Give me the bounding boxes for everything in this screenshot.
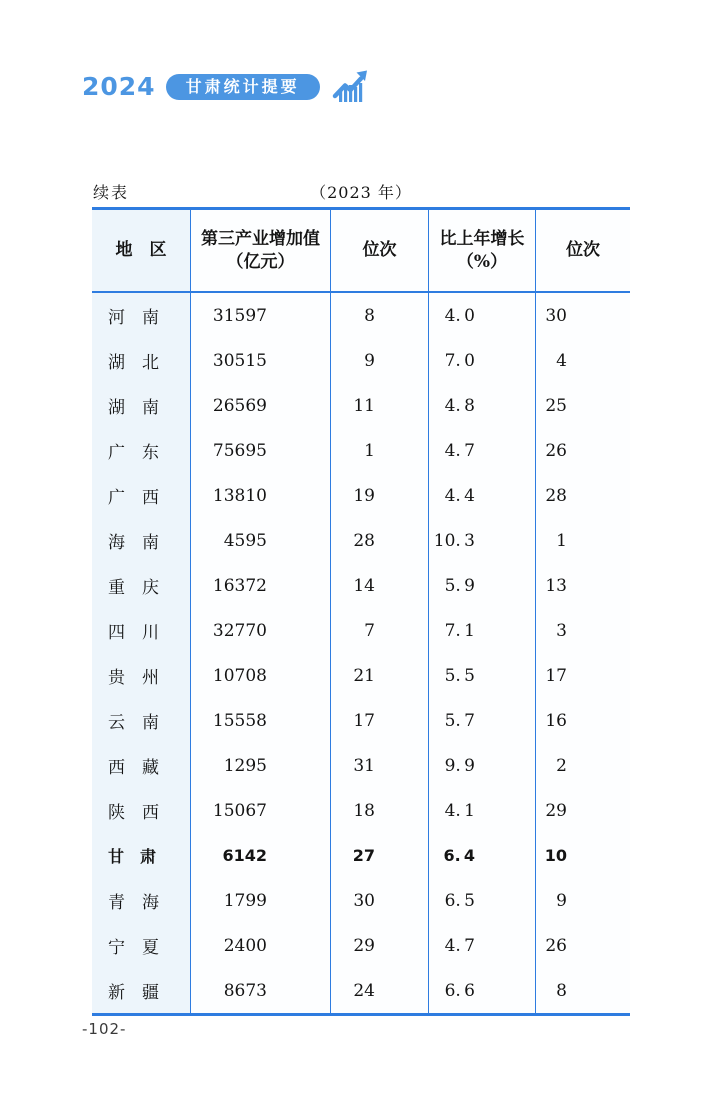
region-cell: 四 川: [92, 608, 190, 653]
region-cell: 新 疆: [92, 968, 190, 1013]
value-cell: 1295: [190, 743, 330, 788]
header-region: [92, 210, 190, 291]
rank-cell: 4: [535, 338, 630, 383]
value-cell: 1799: [190, 878, 330, 923]
region-cell: 贵 州: [92, 653, 190, 698]
value-cell: 26569: [190, 383, 330, 428]
rank-cell: 17: [330, 698, 428, 743]
value-cell: 75695: [190, 428, 330, 473]
header-growth: [428, 210, 535, 291]
brand-year: 2024: [82, 72, 156, 101]
rank-cell: 8: [330, 293, 428, 338]
table-row: [92, 608, 630, 653]
table-caption-row: [92, 180, 630, 204]
rank-cell: 27: [330, 833, 428, 878]
region-cell: 湖 南: [92, 383, 190, 428]
rank-cell: 28: [330, 518, 428, 563]
rank-cell: 26: [535, 428, 630, 473]
rank-cell: 29: [330, 923, 428, 968]
growth-cell: 7. 0: [428, 338, 535, 383]
page-header-brand: [82, 70, 368, 103]
region-cell: 陕 西: [92, 788, 190, 833]
growth-cell: 4. 7: [428, 923, 535, 968]
rank-cell: 19: [330, 473, 428, 518]
brand-title-pill: [166, 74, 320, 100]
table-year-label: （2023 年）: [310, 183, 412, 202]
brand-title: 甘肃统计提要: [185, 77, 300, 96]
header-tertiary-value: [190, 210, 330, 291]
growth-cell: 5. 7: [428, 698, 535, 743]
region-cell: 重 庆: [92, 563, 190, 608]
growth-cell: 4. 8: [428, 383, 535, 428]
rank-cell: 25: [535, 383, 630, 428]
table-row: [92, 338, 630, 383]
table-row: [92, 878, 630, 923]
region-cell: 青 海: [92, 878, 190, 923]
rank-cell: 17: [535, 653, 630, 698]
value-cell: 6142: [190, 833, 330, 878]
region-cell: 海 南: [92, 518, 190, 563]
growth-cell: 4. 0: [428, 293, 535, 338]
value-cell: 4595: [190, 518, 330, 563]
header-rank-2: [535, 210, 630, 291]
region-cell: 甘 肃: [92, 833, 190, 878]
value-cell: 16372: [190, 563, 330, 608]
value-cell: 31597: [190, 293, 330, 338]
table-body: [92, 293, 630, 1013]
growth-cell: 4. 4: [428, 473, 535, 518]
growth-cell: 5. 5: [428, 653, 535, 698]
rank-cell: 18: [330, 788, 428, 833]
trend-chart-icon: [332, 70, 368, 103]
rank-cell: 8: [535, 968, 630, 1013]
header-region-label: 地 区: [115, 240, 167, 261]
growth-cell: 10. 3: [428, 518, 535, 563]
value-cell: 15067: [190, 788, 330, 833]
region-cell: 宁 夏: [92, 923, 190, 968]
rank-cell: 14: [330, 563, 428, 608]
region-cell: 河 南: [92, 293, 190, 338]
value-cell: 10708: [190, 653, 330, 698]
growth-cell: 6. 5: [428, 878, 535, 923]
rank-cell: 7: [330, 608, 428, 653]
table-row: [92, 788, 630, 833]
rank-cell: 1: [330, 428, 428, 473]
rank-cell: 2: [535, 743, 630, 788]
rank-cell: 10: [535, 833, 630, 878]
table-row: [92, 293, 630, 338]
rank-cell: 29: [535, 788, 630, 833]
table-row: [92, 833, 630, 878]
rank-cell: 24: [330, 968, 428, 1013]
growth-cell: 4. 7: [428, 428, 535, 473]
value-cell: 32770: [190, 608, 330, 653]
table-row: [92, 653, 630, 698]
rank-cell: 3: [535, 608, 630, 653]
statistics-table: [92, 207, 630, 1016]
rank-cell: 9: [535, 878, 630, 923]
rank-cell: 1: [535, 518, 630, 563]
growth-cell: 4. 1: [428, 788, 535, 833]
rank-cell: 16: [535, 698, 630, 743]
rank-cell: 9: [330, 338, 428, 383]
value-cell: 15558: [190, 698, 330, 743]
growth-cell: 5. 9: [428, 563, 535, 608]
table-row: [92, 968, 630, 1013]
value-cell: 2400: [190, 923, 330, 968]
region-cell: 西 藏: [92, 743, 190, 788]
header-tertiary-value-line2: （亿元）: [226, 251, 295, 272]
growth-cell: 6. 6: [428, 968, 535, 1013]
rank-cell: 28: [535, 473, 630, 518]
growth-cell: 9. 9: [428, 743, 535, 788]
table-header-row: [92, 210, 630, 293]
table-row: [92, 923, 630, 968]
table-row: [92, 518, 630, 563]
rank-cell: 11: [330, 383, 428, 428]
rank-cell: 30: [330, 878, 428, 923]
rank-cell: 13: [535, 563, 630, 608]
region-cell: 广 西: [92, 473, 190, 518]
growth-cell: 6. 4: [428, 833, 535, 878]
table-row: [92, 473, 630, 518]
value-cell: 8673: [190, 968, 330, 1013]
rank-cell: 31: [330, 743, 428, 788]
region-cell: 广 东: [92, 428, 190, 473]
table-row: [92, 743, 630, 788]
value-cell: 30515: [190, 338, 330, 383]
header-rank-1-label: 位次: [362, 240, 397, 261]
header-rank-2-label: 位次: [566, 240, 600, 261]
rank-cell: 30: [535, 293, 630, 338]
table-row: [92, 698, 630, 743]
header-growth-line1: 比上年增长: [439, 228, 525, 249]
header-growth-line2: （%）: [456, 251, 508, 272]
region-cell: 湖 北: [92, 338, 190, 383]
table-continuation-label: 续表: [93, 183, 130, 202]
value-cell: 13810: [190, 473, 330, 518]
region-cell: 云 南: [92, 698, 190, 743]
rank-cell: 21: [330, 653, 428, 698]
table-row: [92, 563, 630, 608]
table-row: [92, 383, 630, 428]
growth-cell: 7. 1: [428, 608, 535, 653]
rank-cell: 26: [535, 923, 630, 968]
header-tertiary-value-line1: 第三产业增加值: [201, 228, 320, 249]
table-row: [92, 428, 630, 473]
page-number: -102-: [82, 1020, 127, 1038]
header-rank-1: [330, 210, 428, 291]
